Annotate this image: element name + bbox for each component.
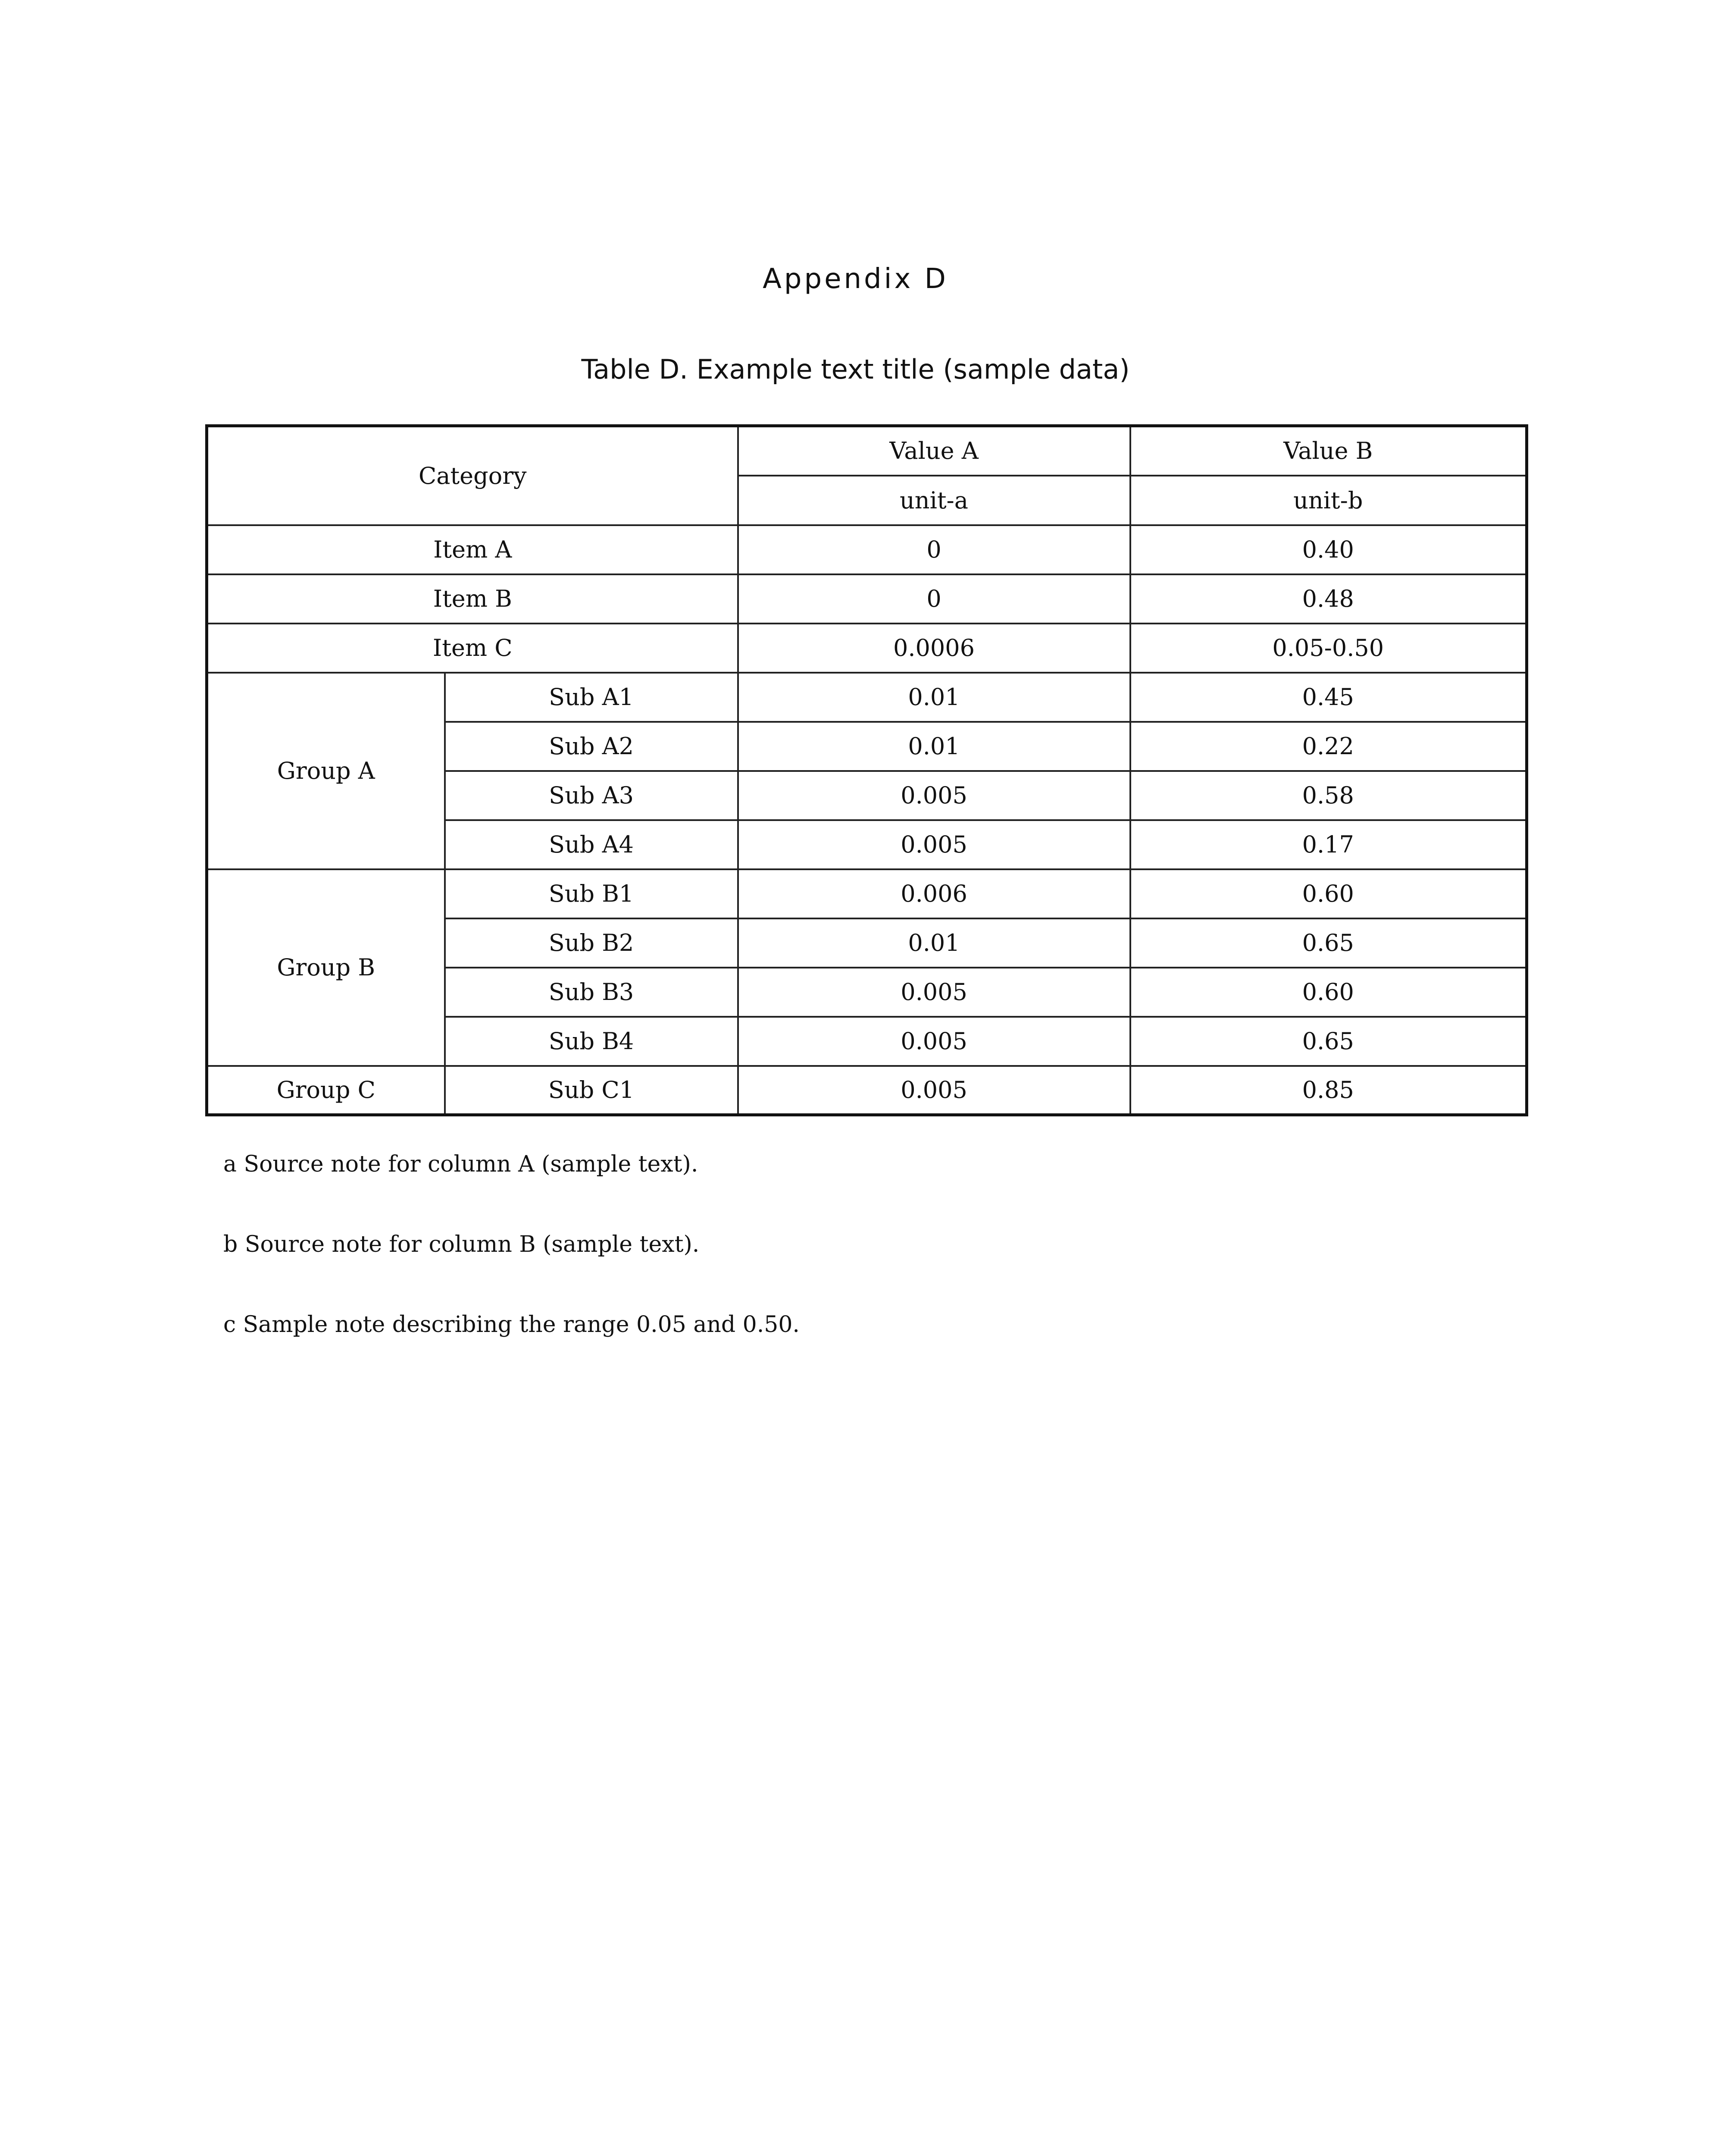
value-b: 0.48 bbox=[1130, 574, 1527, 624]
sub-label: Sub B1 bbox=[445, 869, 738, 918]
header-col2: Value B bbox=[1130, 426, 1527, 476]
table-header-row bbox=[207, 426, 1527, 476]
value-a: 0.01 bbox=[738, 722, 1130, 771]
footnote: c Sample note describing the range 0.05 and 0.50. bbox=[223, 1312, 800, 1338]
sub-label: Sub A3 bbox=[445, 771, 738, 820]
row-label: Item C bbox=[207, 624, 738, 673]
group-label: Group C bbox=[207, 1066, 445, 1115]
value-b: 0.60 bbox=[1130, 968, 1527, 1017]
header-system: Category bbox=[207, 426, 738, 525]
sub-label: Sub B3 bbox=[445, 968, 738, 1017]
table-row bbox=[207, 574, 1527, 624]
value-a: 0.005 bbox=[738, 1017, 1130, 1066]
data-table bbox=[205, 424, 1528, 1116]
value-b: 0.58 bbox=[1130, 771, 1527, 820]
value-a: 0 bbox=[738, 574, 1130, 624]
value-b: 0.05-0.50 bbox=[1130, 624, 1527, 673]
value-a: 0.005 bbox=[738, 771, 1130, 820]
sub-label: Sub A4 bbox=[445, 820, 738, 869]
header-col1-unit: unit-a bbox=[738, 476, 1130, 525]
value-a: 0.005 bbox=[738, 1066, 1130, 1115]
table-row bbox=[207, 624, 1527, 673]
table-title: Table D. Example text title (sample data) bbox=[581, 354, 1130, 385]
table-row bbox=[207, 869, 1527, 918]
value-b: 0.65 bbox=[1130, 1017, 1527, 1066]
value-a: 0.01 bbox=[738, 918, 1130, 968]
value-b: 0.45 bbox=[1130, 673, 1527, 722]
row-label: Item B bbox=[207, 574, 738, 624]
sub-label: Sub A2 bbox=[445, 722, 738, 771]
sub-label: Sub B2 bbox=[445, 918, 738, 968]
table-row bbox=[207, 1066, 1527, 1115]
group-label: Group B bbox=[207, 869, 445, 1066]
value-a: 0.01 bbox=[738, 673, 1130, 722]
value-b: 0.65 bbox=[1130, 918, 1527, 968]
value-b: 0.60 bbox=[1130, 869, 1527, 918]
sub-label: Sub A1 bbox=[445, 673, 738, 722]
value-a: 0.0006 bbox=[738, 624, 1130, 673]
value-a: 0.006 bbox=[738, 869, 1130, 918]
group-label: Group A bbox=[207, 673, 445, 869]
header-col2-unit: unit-b bbox=[1130, 476, 1527, 525]
table-row bbox=[207, 525, 1527, 574]
value-b: 0.17 bbox=[1130, 820, 1527, 869]
value-b: 0.22 bbox=[1130, 722, 1527, 771]
header-col1: Value A bbox=[738, 426, 1130, 476]
footnote: a Source note for column A (sample text). bbox=[223, 1151, 698, 1177]
value-a: 0 bbox=[738, 525, 1130, 574]
footnote: b Source note for column B (sample text). bbox=[223, 1232, 700, 1257]
value-b: 0.40 bbox=[1130, 525, 1527, 574]
sub-label: Sub C1 bbox=[445, 1066, 738, 1115]
sub-label: Sub B4 bbox=[445, 1017, 738, 1066]
value-a: 0.005 bbox=[738, 968, 1130, 1017]
value-a: 0.005 bbox=[738, 820, 1130, 869]
appendix-heading: Appendix D bbox=[763, 263, 948, 295]
footnotes bbox=[223, 1138, 800, 1379]
table-row bbox=[207, 673, 1527, 722]
value-b: 0.85 bbox=[1130, 1066, 1527, 1115]
row-label: Item A bbox=[207, 525, 738, 574]
